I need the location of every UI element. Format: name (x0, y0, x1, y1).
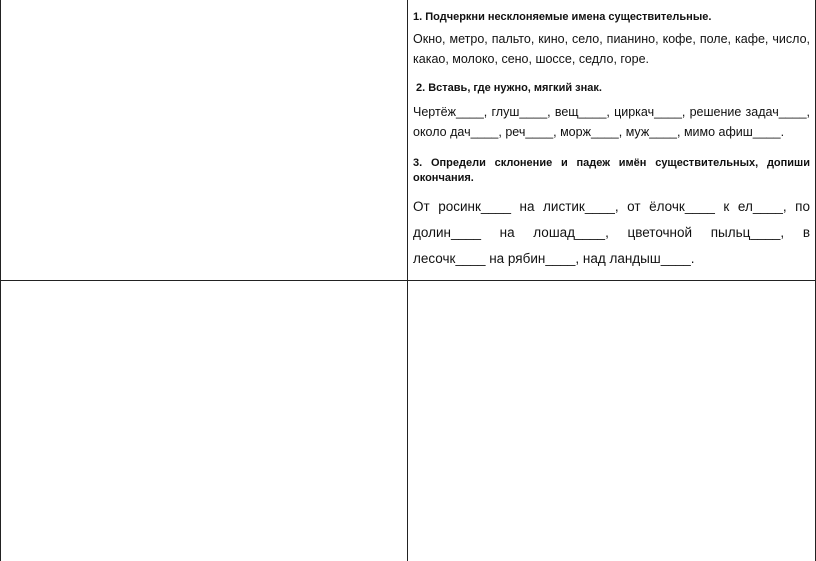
task3-body: От росинк____ на листик____, от ёлочк____ к ел____, по долин____ на лошад____, цветочной пыльц____, в лесочк____ на рябин____, над ландыш____. (413, 199, 810, 266)
task1-body: Окно, метро, пальто, кино, село, пианино, кофе, поле, кафе, число, какао, молоко, сено, шоссе, седло, горе. (413, 32, 810, 66)
task3-title: 3. Определи склонение и падеж имён существительных, допиши окончания. (413, 157, 810, 184)
task1-title: 1. Подчеркни несклоняемые имена существительные. (413, 11, 712, 23)
exercise-cell (413, 8, 810, 272)
task2-title: 2. Вставь, где нужно, мягкий знак. (416, 82, 602, 94)
table-row-divider (0, 280, 816, 281)
task2-body: Чертёж____, глуш____, вещ____, циркач____, решение задач____, около дач____, реч____, морж____, муж____, мимо афиш____. (413, 105, 810, 139)
